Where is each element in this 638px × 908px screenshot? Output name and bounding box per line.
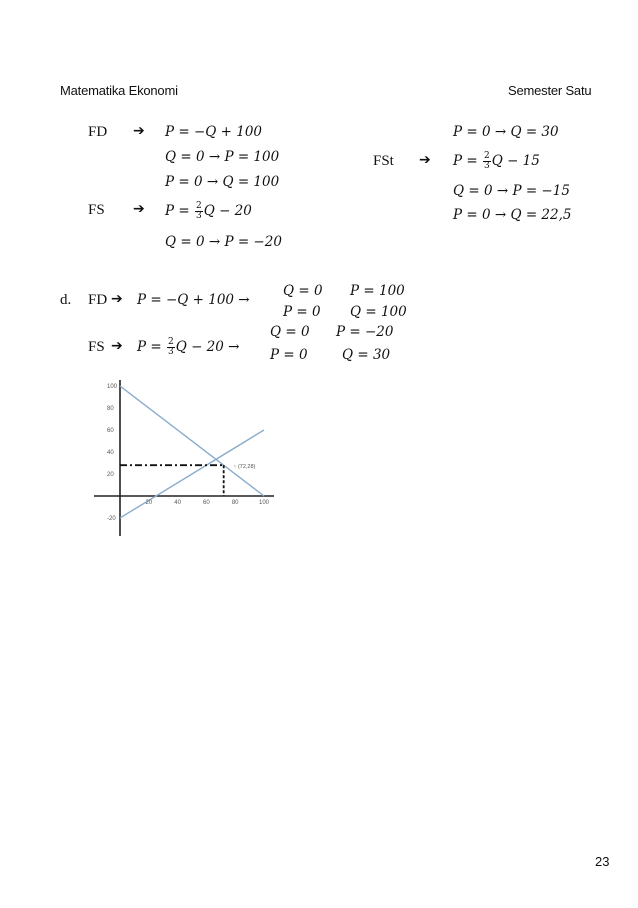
d-fd-table-p0: P = 0	[283, 304, 321, 320]
demand-line	[120, 386, 264, 496]
y-tick-label: 20	[107, 472, 114, 478]
fraction: $\frac{2}{3}$	[483, 151, 490, 171]
fs-q0-step: Q = 0 → P = −20	[165, 234, 282, 250]
y-tick-label: 60	[107, 428, 114, 434]
y-tick-label: 80	[107, 406, 114, 412]
fraction: $\frac{2}{3}$	[195, 201, 202, 221]
y-tick-label: 40	[107, 450, 114, 456]
x-tick-label: 40	[174, 500, 181, 506]
d-fs-table-q0: Q = 0	[270, 324, 310, 340]
supply-demand-chart	[92, 378, 277, 538]
supply-line	[120, 430, 264, 518]
y-tick-label: 100	[107, 384, 118, 390]
fd-q0-step: Q = 0 → P = 100	[165, 149, 280, 165]
d-fs-table-q30: Q = 30	[342, 347, 391, 363]
fst-label: FSt	[373, 153, 394, 169]
arrow-icon: ➔	[111, 291, 123, 307]
arrow-icon: ➔	[419, 152, 431, 168]
header-title-left: Matematika Ekonomi	[60, 83, 178, 98]
page-number: 23	[595, 854, 610, 869]
fst-q0-step: Q = 0 → P = −15	[453, 183, 570, 199]
equilibrium-label: ↑ (72,28)	[233, 464, 256, 471]
x-tick-label: 60	[203, 500, 210, 506]
fst-p0-top: P = 0 → Q = 30	[453, 124, 559, 140]
d-fd-label: FD	[88, 292, 108, 308]
d-fd-table-q100: Q = 100	[350, 304, 407, 320]
fd-p0-step: P = 0 → Q = 100	[165, 174, 280, 190]
d-fd-table-q0: Q = 0	[283, 283, 323, 299]
d-fs-table-p0: P = 0	[270, 347, 308, 363]
fs-equation: P = $\frac{2}{3}$ Q − 20	[165, 201, 252, 221]
x-tick-label: 20	[145, 500, 153, 506]
fs-label: FS	[88, 202, 105, 218]
fst-equation: P = $\frac{2}{3}$ Q − 15	[453, 151, 540, 171]
fd-label: FD	[88, 124, 108, 140]
arrow-icon: ➔	[133, 123, 145, 139]
arrow-icon: ➔	[111, 338, 123, 354]
x-tick-label: 100	[258, 500, 270, 506]
fraction: $\frac{2}{3}$	[167, 337, 174, 357]
d-fd-equation: P = −Q + 100 →	[137, 292, 250, 308]
fd-equation: P = −Q + 100	[165, 124, 263, 140]
arrow-icon: ➔	[133, 201, 145, 217]
d-fd-table-p100: P = 100	[350, 283, 405, 299]
d-fs-equation: P = $\frac{2}{3}$ Q − 20 →	[137, 337, 240, 357]
fst-p0-step: P = 0 → Q = 22,5	[453, 207, 572, 223]
d-fs-label: FS	[88, 339, 105, 355]
part-d-label: d.	[60, 292, 72, 308]
y-tick-label: -20	[107, 516, 116, 522]
d-fs-table-pneg20: P = −20	[336, 324, 394, 340]
header-title-right: Semester Satu	[508, 83, 592, 98]
x-tick-label: 80	[231, 500, 239, 506]
